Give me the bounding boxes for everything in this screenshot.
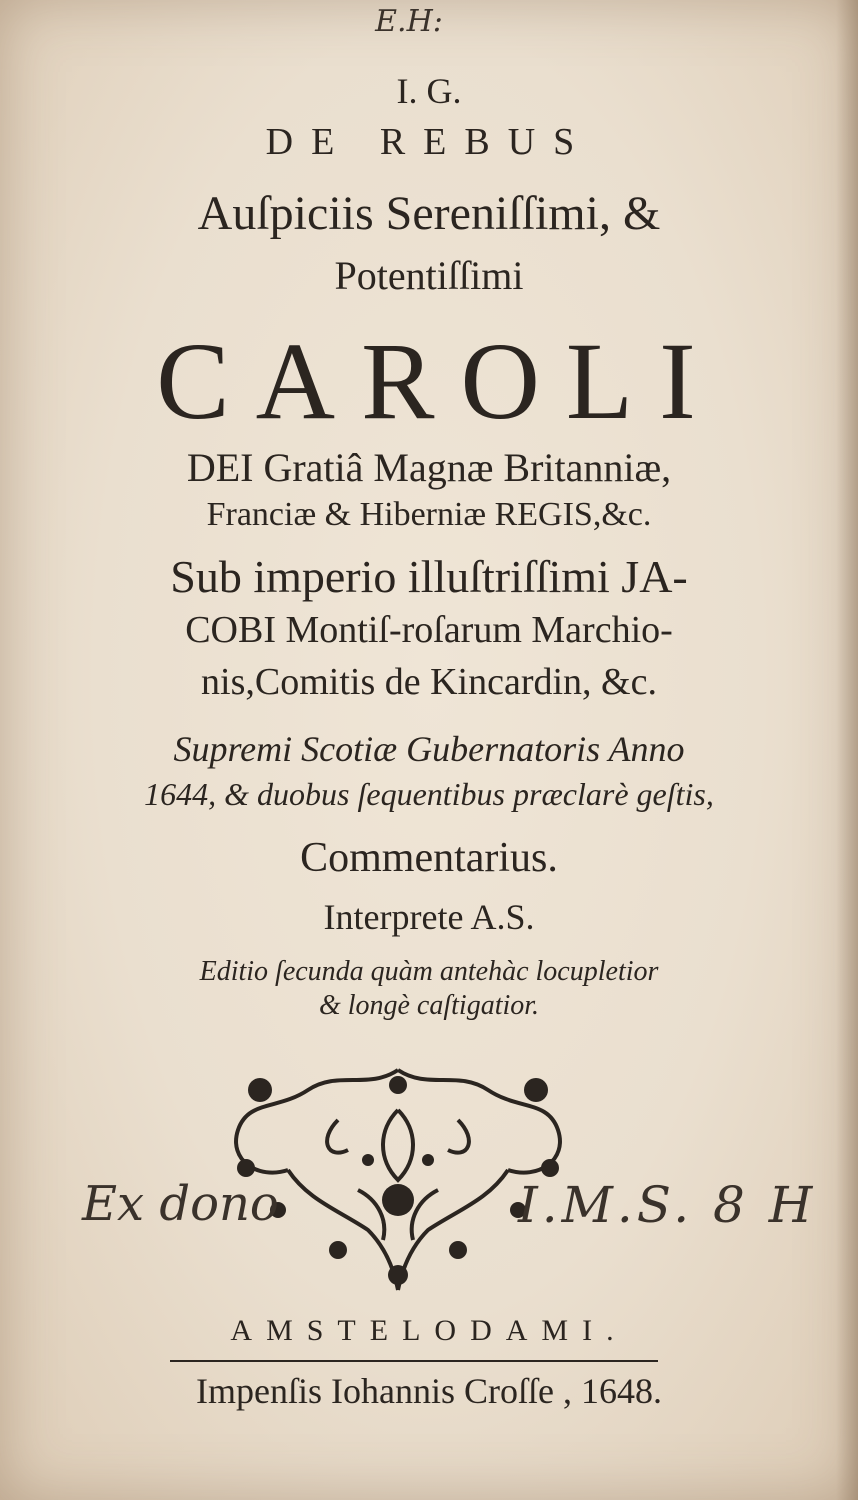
title-line-year: 1644, & duobus ſequentibus præclarè geſtis, xyxy=(144,776,714,812)
author-initials: I. G. xyxy=(396,71,462,111)
title-line-de-rebus: DE REBUS xyxy=(265,121,593,163)
imprint-publisher-year: Impenſis Iohannis Croſſe , 1648. xyxy=(196,1371,662,1411)
title-line-auspiciis: Auſpiciis Sereniſſimi, & xyxy=(197,187,661,240)
manuscript-mark: E.H: xyxy=(375,4,443,39)
edition-line-2: & longè caſtigatior. xyxy=(318,990,540,1021)
title-line-potentissimi: Potentiſſimi xyxy=(334,253,524,298)
title-line-supremi: Supremi Scotiæ Gubernatoris Anno xyxy=(173,729,685,769)
title-line-cobi: COBI Montiſ-roſarum Marchio- xyxy=(185,609,673,651)
imprint-rule xyxy=(170,1360,658,1362)
title-line-sub-imperio: Sub imperio illuſtriſſimi JA- xyxy=(170,551,688,602)
handwritten-ex-dono: Ex dono xyxy=(82,1176,279,1232)
title-line-interprete: Interprete A.S. xyxy=(323,897,535,937)
title-line-caroli: CAROLI xyxy=(156,320,722,442)
title-line-nis: nis,Comitis de Kincardin, &c. xyxy=(201,661,657,703)
edition-line-1: Editio ſecunda quàm antehàc locupletior xyxy=(199,956,659,987)
handwritten-signature: I.M.S. 8 H xyxy=(518,1176,817,1234)
title-line-franciae: Franciæ & Hiberniæ REGIS,&c. xyxy=(206,496,652,533)
title-line-commentarius: Commentarius. xyxy=(300,835,558,881)
printers-ornament xyxy=(218,1050,578,1300)
imprint-place: AMSTELODAMI. xyxy=(230,1314,628,1347)
title-line-dei-gratia: DEI Gratiâ Magnæ Britanniæ, xyxy=(186,445,672,490)
